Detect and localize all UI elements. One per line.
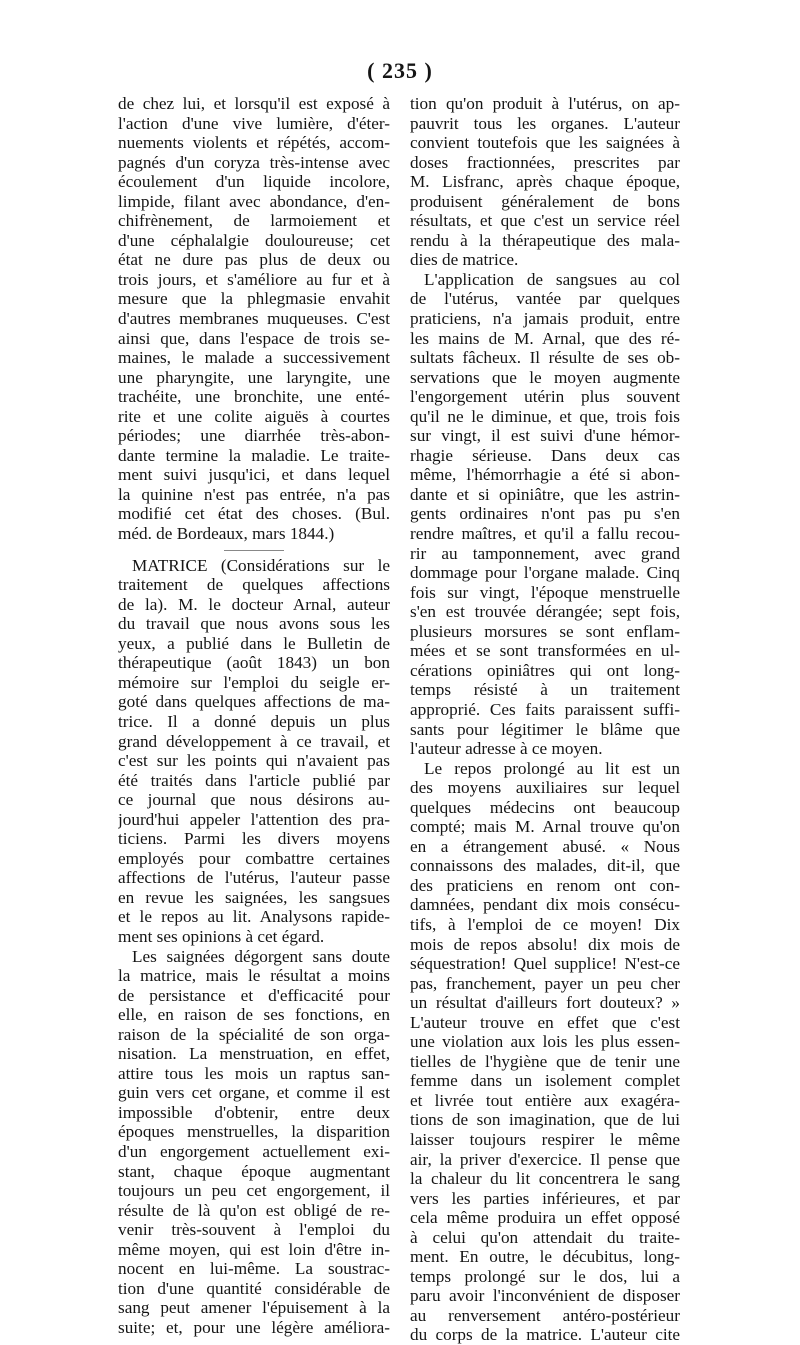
text-line: état ne dure pas plus de deux ou: [118, 250, 390, 270]
text-line: résultats, et que c'est un service réel: [410, 211, 680, 231]
text-line: L'application de sangsues au col: [424, 269, 680, 289]
text-line: nocent en lui-même. La soustrac-: [118, 1259, 390, 1279]
text-line: l'action d'une vive lumière, d'éter-: [118, 113, 390, 133]
text-line: du corps de la matrice. L'auteur cite: [410, 1325, 680, 1345]
text-line: la chaleur du lit concentrera le sang: [410, 1169, 680, 1189]
text-line: rhagie sérieuse. Dans deux cas: [410, 445, 680, 465]
text-line: pagnés d'un coryza très-intense avec: [118, 152, 390, 172]
text-line: sang peut amener l'épuisement à la: [118, 1298, 390, 1318]
text-line: maines, le malade a successivement: [118, 348, 390, 368]
text-line: doses fractionnées, prescrites par: [410, 152, 680, 172]
text-line: pas, franchement, payer un peu cher: [410, 973, 680, 993]
text-line: limpide, filant avec abondance, d'en-: [118, 191, 390, 211]
text-line: une violation aux lois les plus essen-: [410, 1032, 680, 1052]
text-line: L'auteur trouve en effet que c'est: [410, 1012, 680, 1032]
text-line: en a étrangement abusé. « Nous: [410, 836, 680, 856]
text-line: tion qu'on produit à l'utérus, on ap-: [410, 94, 680, 113]
text-line: époques menstruelles, la disparition: [118, 1122, 390, 1142]
text-line: paru avoir l'inconvénient de disposer: [410, 1286, 680, 1306]
text-line: rendre maîtres, et qu'il a fallu recou-: [410, 524, 680, 544]
text-line: et le repos au lit. Analysons rapide-: [118, 907, 390, 927]
text-line: d'un engorgement actuellement exi-: [118, 1141, 390, 1161]
section-divider: [224, 550, 284, 551]
text-line: qu'il ne le diminue, et que, trois fois: [410, 406, 680, 426]
text-line: grand développement à ce travail, et: [118, 731, 390, 751]
text-line: tifs, à l'emploi de ce moyen! Dix: [410, 914, 680, 934]
text-line: l'engorgement utérin plus souvent: [410, 387, 680, 407]
left-column: [118, 94, 390, 1337]
text-line: temps résisté à un traitement: [410, 680, 680, 700]
text-line: à celui qu'on attendait du traite-: [410, 1227, 680, 1247]
text-line: trice. Il a donné depuis un plus: [118, 711, 390, 731]
text-line: une pharyngite, une laryngite, une: [118, 367, 390, 387]
text-line: résulte de là qu'on est obligé de re-: [118, 1200, 390, 1220]
text-line: attire tous les mois un raptus san-: [118, 1063, 390, 1083]
text-line: elle, en raison de ses fonctions, en: [118, 1005, 390, 1025]
text-line: raison de la spécialité de son orga-: [118, 1024, 390, 1044]
text-line: plusieurs morsures se sont enflam-: [410, 621, 680, 641]
text-line: air, la priver d'exercice. Il pense que: [410, 1149, 680, 1169]
text-line: des praticiens en renom ont con-: [410, 875, 680, 895]
text-line: trois jours, et s'améliore au fur et à: [118, 269, 390, 289]
text-line: trachéite, une bronchite, une enté-: [118, 387, 390, 407]
text-line: rite et une colite aiguës à courtes: [118, 406, 390, 426]
text-line: méd. de Bordeaux, mars 1844.): [118, 524, 335, 544]
text-line: convient toutefois que les saignées à: [410, 133, 680, 153]
text-line: écoulement d'un liquide incolore,: [118, 172, 390, 192]
text-line: ainsi que, dans l'espace de trois se-: [118, 328, 390, 348]
text-line: d'autres membranes muqueuses. C'est: [118, 309, 390, 329]
text-line: MATRICE (Considérations sur le: [132, 555, 390, 575]
text-line: suite; et, pour une légère améliora-: [118, 1317, 390, 1337]
text-line: rir au tamponnement, avec grand: [410, 543, 680, 563]
text-line: séquestration! Quel supplice! N'est-ce: [410, 954, 680, 974]
text-line: cela même produira un effet opposé: [410, 1208, 680, 1228]
text-line: pauvrit tous les organes. L'auteur: [410, 113, 680, 133]
text-line: fois sur vingt, l'époque menstruelle: [410, 582, 680, 602]
text-line: périodes; une diarrhée très-abon-: [118, 426, 390, 446]
text-line: produisent généralement de bons: [410, 191, 680, 211]
text-line: sants pour légitimer le blâme que: [410, 719, 680, 739]
text-line: tielles de l'hygiène que de tenir une: [410, 1051, 680, 1071]
text-line: tions de son imagination, que de lui: [410, 1110, 680, 1130]
text-line: femme dans un isolement complet: [410, 1071, 680, 1091]
text-line: même moyen, qui est loin d'être in-: [118, 1239, 390, 1259]
text-line: mois de repos absolu! dix mois de: [410, 934, 680, 954]
text-line: en revue les saignées, les sangsues: [118, 887, 390, 907]
text-line: chifrènement, de larmoiement et: [118, 211, 390, 231]
text-line: d'une céphalalgie douloureuse; cet: [118, 230, 390, 250]
text-line: toujours un peu cet engorgement, il: [118, 1181, 390, 1201]
text-line: c'est sur les points qui n'avaient pas: [118, 751, 390, 771]
text-line: au renversement antéro-postérieur: [410, 1305, 680, 1325]
text-line: sultats fâcheux. Il résulte de ses ob-: [410, 348, 680, 368]
page-number: ( 235 ): [367, 58, 433, 83]
text-line: de chez lui, et lorsqu'il est exposé à: [118, 94, 390, 113]
text-line: jourd'hui appeler l'attention des pra-: [118, 809, 390, 829]
text-line: ticiens. Parmi les divers moyens: [118, 829, 390, 849]
text-line: stant, chaque époque augmentant: [118, 1161, 390, 1181]
text-line: tion d'une quantité considérable de: [118, 1278, 390, 1298]
text-line: dante et si opiniâtre, que les astrin-: [410, 484, 680, 504]
text-line: cérations opiniâtres qui ont long-: [410, 660, 680, 680]
text-line: yeux, a publié dans le Bulletin de: [118, 633, 390, 653]
text-line: les mains de M. Arnal, que des ré-: [410, 328, 680, 348]
text-line: Le repos prolongé au lit est un: [424, 758, 680, 778]
text-line: de la). M. le docteur Arnal, auteur: [118, 594, 390, 614]
text-line: temps prolongé sur le dos, lui a: [410, 1266, 680, 1286]
text-line: laisser toujours respirer le même: [410, 1129, 680, 1149]
text-line: de persistance et d'efficacité pour: [118, 985, 390, 1005]
text-line: la quinine n'est pas entrée, n'a pas: [118, 484, 390, 504]
text-line: dante termine la maladie. Le traite-: [118, 445, 390, 465]
text-line: dommage pour l'organe malade. Cinq: [410, 563, 680, 583]
text-line: ment suivi jusqu'ici, et dans lequel: [118, 465, 390, 485]
text-line: de l'utérus, vantée par quelques: [410, 289, 680, 309]
text-line: la matrice, mais le résultat a moins: [118, 966, 390, 986]
text-line: mémoire sur l'emploi du seigle er-: [118, 672, 390, 692]
text-line: goté dans quelques affections de ma-: [118, 692, 390, 712]
text-line: dies de matrice.: [410, 250, 519, 270]
text-line: thérapeutique (août 1843) un bon: [118, 653, 390, 673]
text-line: ment ses opinions à cet égard.: [118, 926, 325, 946]
text-line: damnées, pendant dix mois consécu-: [410, 895, 680, 915]
text-line: rendu à la thérapeutique des mala-: [410, 230, 680, 250]
text-line: l'auteur adresse à ce moyen.: [410, 739, 603, 759]
text-line: ce journal que nous désirons au-: [118, 790, 390, 810]
text-line: et livrée tout entière aux exagéra-: [410, 1090, 680, 1110]
text-line: nuements violents et répétés, accom-: [118, 133, 390, 153]
text-line: impossible d'obtenir, entre deux: [118, 1102, 390, 1122]
text-line: Les saignées dégorgent sans doute: [132, 946, 390, 966]
text-line: venir très-souvent à l'emploi du: [118, 1220, 390, 1240]
text-line: connaissons des malades, dit-il, que: [410, 856, 680, 876]
text-line: modifié cet état des choses. (Bul.: [118, 504, 390, 524]
text-line: praticiens, n'a jamais produit, entre: [410, 309, 680, 329]
text-line: des moyens auxiliaires sur lequel: [410, 778, 680, 798]
text-line: un résultat d'ailleurs fort douteux? »: [410, 993, 680, 1013]
right-column: [410, 94, 680, 1345]
text-line: servations que le moyen augmente: [410, 367, 680, 387]
text-line: compté; mais M. Arnal trouve qu'on: [410, 817, 680, 837]
text-line: s'en est trouvée dérangée; sept fois,: [410, 602, 680, 622]
text-line: mesure que la phlegmasie envahit: [118, 289, 390, 309]
text-line: ment. En outre, le décubitus, long-: [410, 1247, 680, 1267]
text-line: même, l'hémorrhagie a été si abon-: [410, 465, 680, 485]
text-line: du travail que nous avons sous les: [118, 614, 390, 634]
text-line: guin vers cet organe, et comme il est: [118, 1083, 390, 1103]
text-line: quelques médecins ont beaucoup: [410, 797, 680, 817]
text-line: nisation. La menstruation, en effet,: [118, 1044, 390, 1064]
text-line: employés pour combattre certaines: [118, 848, 390, 868]
text-line: M. Lisfranc, après chaque époque,: [410, 172, 680, 192]
text-line: traitement de quelques affections: [118, 575, 390, 595]
text-line: approprié. Ces faits paraissent suffi-: [410, 699, 680, 719]
text-line: gents ordinaires n'ont pas pu s'en: [410, 504, 680, 524]
text-line: vers les parties inférieures, et par: [410, 1188, 680, 1208]
text-line: affections de l'utérus, l'auteur passe: [118, 868, 390, 888]
text-line: sur vingt, il est suivi d'une hémor-: [410, 426, 680, 446]
text-line: été traités dans l'article publié par: [118, 770, 390, 790]
text-line: mées et se sont transformées en ul-: [410, 641, 680, 661]
